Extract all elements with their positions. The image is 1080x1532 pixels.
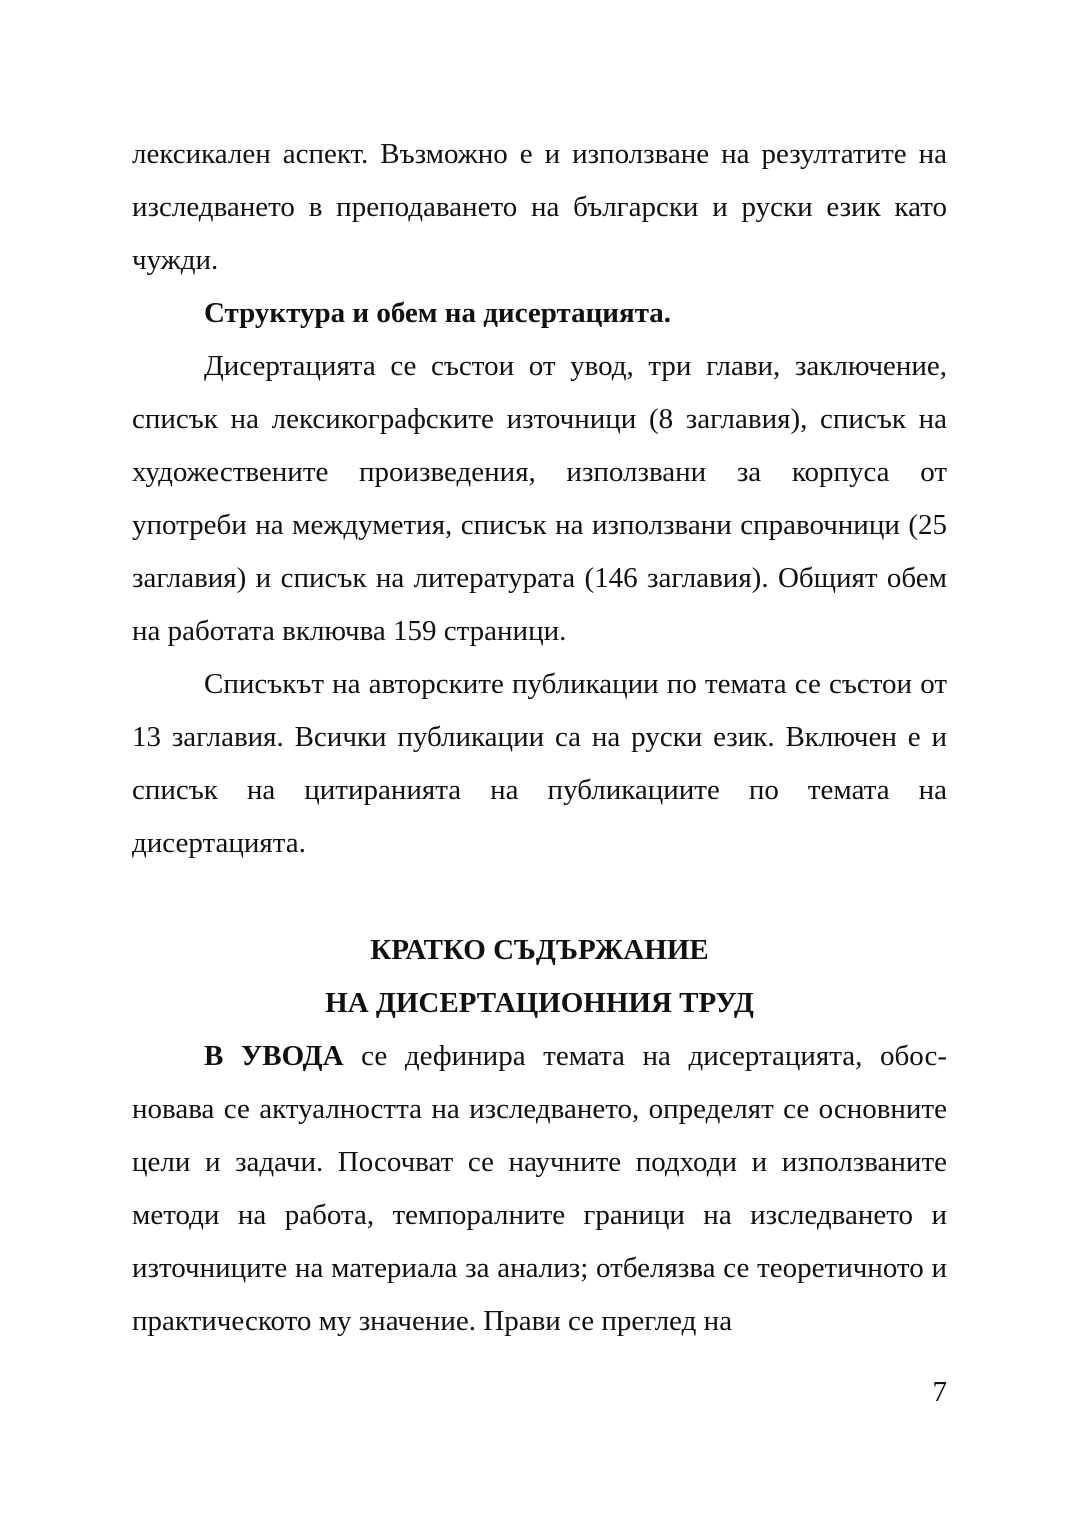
page-number: 7 <box>932 1376 947 1408</box>
structure-heading: Структура и обем на дисертацията. <box>204 297 672 329</box>
introduction-lead: В УВОДА <box>204 1040 344 1072</box>
paragraph-dissertation-structure: Дисертацията се състои от увод, три глави, заключение, списък на лексикографските източници (8 заглавия), списък на художествените произведения, използвани за корпуса от употреби на междуметия, списък на използвани справочници (25 заглавия) и списък на литературата (146 заглавия). Общият обем на работата включва 159 страници. <box>132 350 947 647</box>
introduction-text: се дефинира темата на дисертацията, обосновава се актуалността на изследването, определят се основните цели и задачи. Посочват се научните подходи и използваните методи на работа, темпоралните граници на изследването и източниците на материала за анализ; отбелязва се теоретичното и практическото му значение. Прави се преглед на <box>132 1040 947 1337</box>
paragraph-author-publications: Списъкът на авторските публикации по темата се състои от 13 заглавия. Всички публикации са на руски език. Включен е и списък на цитиранията на публикациите по темата на дисертацията. <box>132 668 947 859</box>
section-title-line-1: КРАТКО СЪДЪРЖАНИЕ <box>370 934 709 966</box>
section-gap <box>132 870 947 924</box>
section-title-line-2: НА ДИСЕРТАЦИОННИЯ ТРУД <box>325 987 754 1019</box>
document-page <box>132 128 947 1348</box>
paragraph-introduction-summary <box>132 1030 947 1348</box>
paragraph-lexical-aspect: лексикален аспект. Възможно е и използване на резултатите на изследването в преподаването на български и руски език като чужди. <box>132 138 947 276</box>
